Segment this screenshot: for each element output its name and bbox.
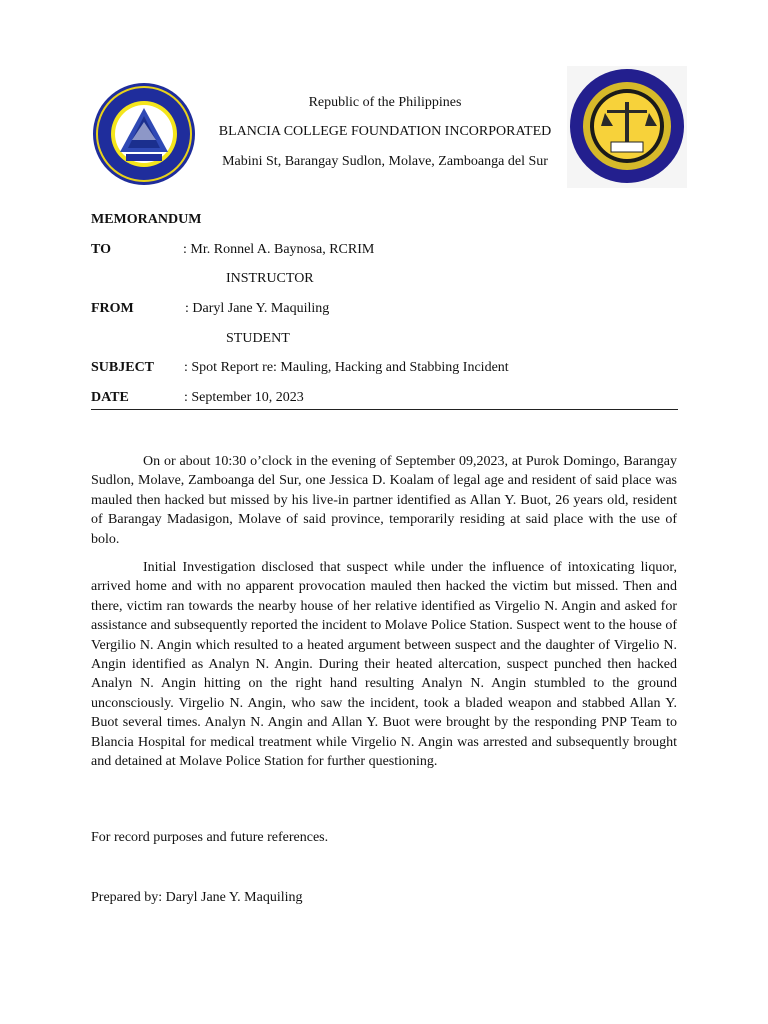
- to-label: TO: [91, 242, 111, 257]
- to-title: INSTRUCTOR: [226, 271, 314, 286]
- date-label: DATE: [91, 390, 129, 405]
- date-value: : September 10, 2023: [184, 390, 304, 405]
- subject-label: SUBJECT: [91, 360, 155, 375]
- body-paragraph-1: On or about 10:30 o’clock in the evening of September 09,2023, at Purok Domingo, Barangay Sudlon, Molave, Zamboanga del Sur, one Jessica D. Koalam of legal age and resident of said place was mauled then hacked but missed by his live-in partner identified as Allan Y. Buot, 26 years old, resident of Barangay Madasigon, Molave of said province, temporarily residing at said place with the use of bolo.: [91, 454, 677, 547]
- memo-heading: MEMORANDUM: [91, 212, 202, 227]
- record-note: For record purposes and future references.: [91, 830, 329, 845]
- header-institution: BLANCIA COLLEGE FOUNDATION INCORPORATED: [218, 124, 552, 139]
- from-title: STUDENT: [226, 331, 290, 346]
- to-value: : Mr. Ronnel A. Baynosa, RCRIM: [183, 242, 375, 257]
- from-value: : Daryl Jane Y. Maquiling: [185, 301, 330, 316]
- header-address: Mabini St, Barangay Sudlon, Molave, Zamboanga del Sur: [222, 154, 548, 169]
- header-divider: [91, 409, 678, 410]
- header-country: Republic of the Philippines: [308, 95, 462, 110]
- from-label: FROM: [91, 301, 134, 316]
- prepared-by: Prepared by: Daryl Jane Y. Maquiling: [91, 890, 303, 905]
- criminology-seal-logo: [567, 66, 687, 188]
- blancia-college-seal-logo: [92, 82, 196, 186]
- subject-value: : Spot Report re: Mauling, Hacking and Stabbing Incident: [184, 360, 509, 375]
- body-paragraph-2: Initial Investigation disclosed that suspect while under the influence of intoxicating liquor, arrived home and with no apparent provocation mauled then hacked the victim but missed. Then and there, victim ran towards the nearby house of her relative identified as Virgelio N. Angin and asked for assistance and subsequently reported the incident to Molave Police Station. Suspect went to the house of Vergilio N. Angin which resulted to a heated argument between suspect and the daughter of Virgelio N. Angin identified as Analyn N. Angin. During their heated altercation, suspect punched then hacked Analyn N. Angin hitting on the right hand resulting Analyn N. Angin stumbled to the ground unconsciously. Virgelio N. Angin, who saw the incident, took a bladed weapon and stabbed Allan Y. Buot several times. Analyn N. Angin and Allan Y. Buot were brought by the responding PNP Team to Blancia Hospital for medical treatment while Virgelio N. Angin was arrested and subsequently brought and detained at Molave Police Station for further questioning.: [91, 560, 677, 770]
